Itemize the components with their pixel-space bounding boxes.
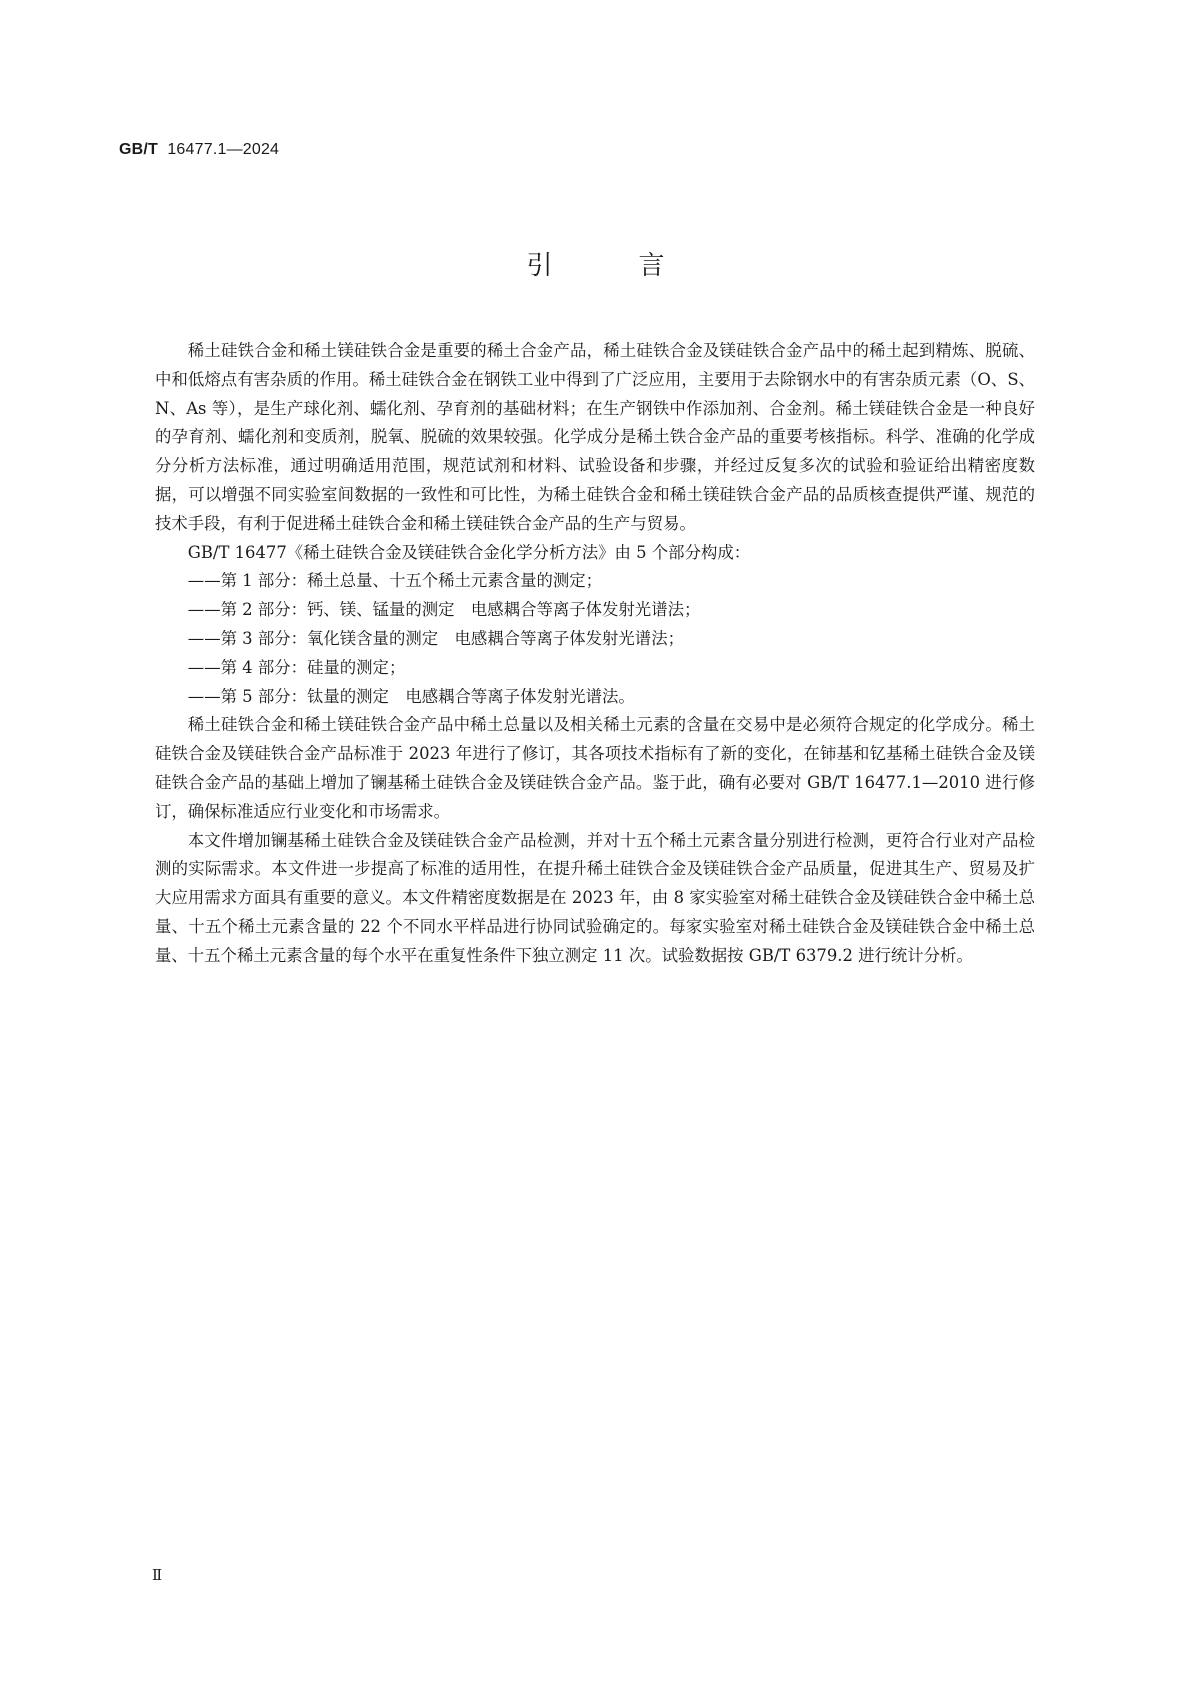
part-item: ——第 1 部分：稀土总量、十五个稀土元素含量的测定； — [187, 571, 603, 591]
part-item: ——第 5 部分：钛量的测定 电感耦合等离子体发射光谱法。 — [187, 686, 635, 706]
introduction-body — [155, 337, 1035, 971]
standard-header — [119, 141, 279, 159]
part-item: ——第 3 部分：氧化镁含量的测定 电感耦合等离子体发射光谱法； — [187, 628, 684, 648]
page-number: Ⅱ — [152, 1566, 163, 1584]
standard-code: GB/T — [119, 141, 159, 158]
part-item: ——第 4 部分：硅量的测定； — [187, 657, 406, 677]
page-title: 引 言 — [526, 251, 695, 281]
paragraph-revision-reason: 稀土硅铁合金和稀土镁硅铁合金产品中稀土总量以及相关稀土元素的含量在交易中是必须符合规定的化学成分。稀土硅铁合金及镁硅铁合金产品标准于 2023 年进行了修订，其各项技术指标有了新的变化，在铈基和钇基稀土硅铁合金及镁硅铁合金产品的基础上增加了镧基稀土硅铁合金及镁硅铁合金产品。鉴于此，确有必要对 GB/T 16477.1—2010 进行修订，确保标准适应行业变化和市场需求。 — [155, 715, 1035, 821]
paragraph-background: 稀土硅铁合金和稀土镁硅铁合金是重要的稀土合金产品，稀土硅铁合金及镁硅铁合金产品中的稀土起到精炼、脱硫、中和低熔点有害杂质的作用。稀土硅铁合金在钢铁工业中得到了广泛应用，主要用于去除钢水中的有害杂质元素（O、S、N、As 等），是生产球化剂、蠕化剂、孕育剂的基础材料；在生产钢铁中作添加剂、合金剂。稀土镁硅铁合金是一种良好的孕育剂、蠕化剂和变质剂，脱氧、脱硫的效果较强。化学成分是稀土铁合金产品的重要考核指标。科学、准确的化学成分分析方法标准，通过明确适用范围，规范试剂和材料、试验设备和步骤，并经过反复多次的试验和验证给出精密度数据，可以增强不同实验室间数据的一致性和可比性，为稀土硅铁合金和稀土镁硅铁合金产品的品质核查提供严谨、规范的技术手段，有利于促进稀土硅铁合金和稀土镁硅铁合金产品的生产与贸易。 — [155, 341, 1035, 533]
paragraph-structure: GB/T 16477《稀土硅铁合金及镁硅铁合金化学分析方法》由 5 个部分构成： — [187, 542, 751, 562]
paragraph-precision: 本文件增加镧基稀土硅铁合金及镁硅铁合金产品检测，并对十五个稀土元素含量分别进行检测，更符合行业对产品检测的实际需求。本文件进一步提高了标准的适用性，在提升稀土硅铁合金及镁硅铁合金产品质量，促进其生产、贸易及扩大应用需求方面具有重要的意义。本文件精密度数据是在 2023 年，由 8 家实验室对稀土硅铁合金及镁硅铁合金中稀土总量、十五个稀土元素含量的 22 个不同水平样品进行协同试验确定的。每家实验室对稀土硅铁合金及镁硅铁合金中稀土总量、十五个稀土元素含量的每个水平在重复性条件下独立测定 11 次。试验数据按 GB/T 6379.2 进行统计分析。 — [155, 830, 1035, 965]
standard-number: 16477.1—2024 — [167, 141, 280, 158]
part-item: ——第 2 部分：钙、镁、锰量的测定 电感耦合等离子体发射光谱法； — [187, 600, 701, 620]
